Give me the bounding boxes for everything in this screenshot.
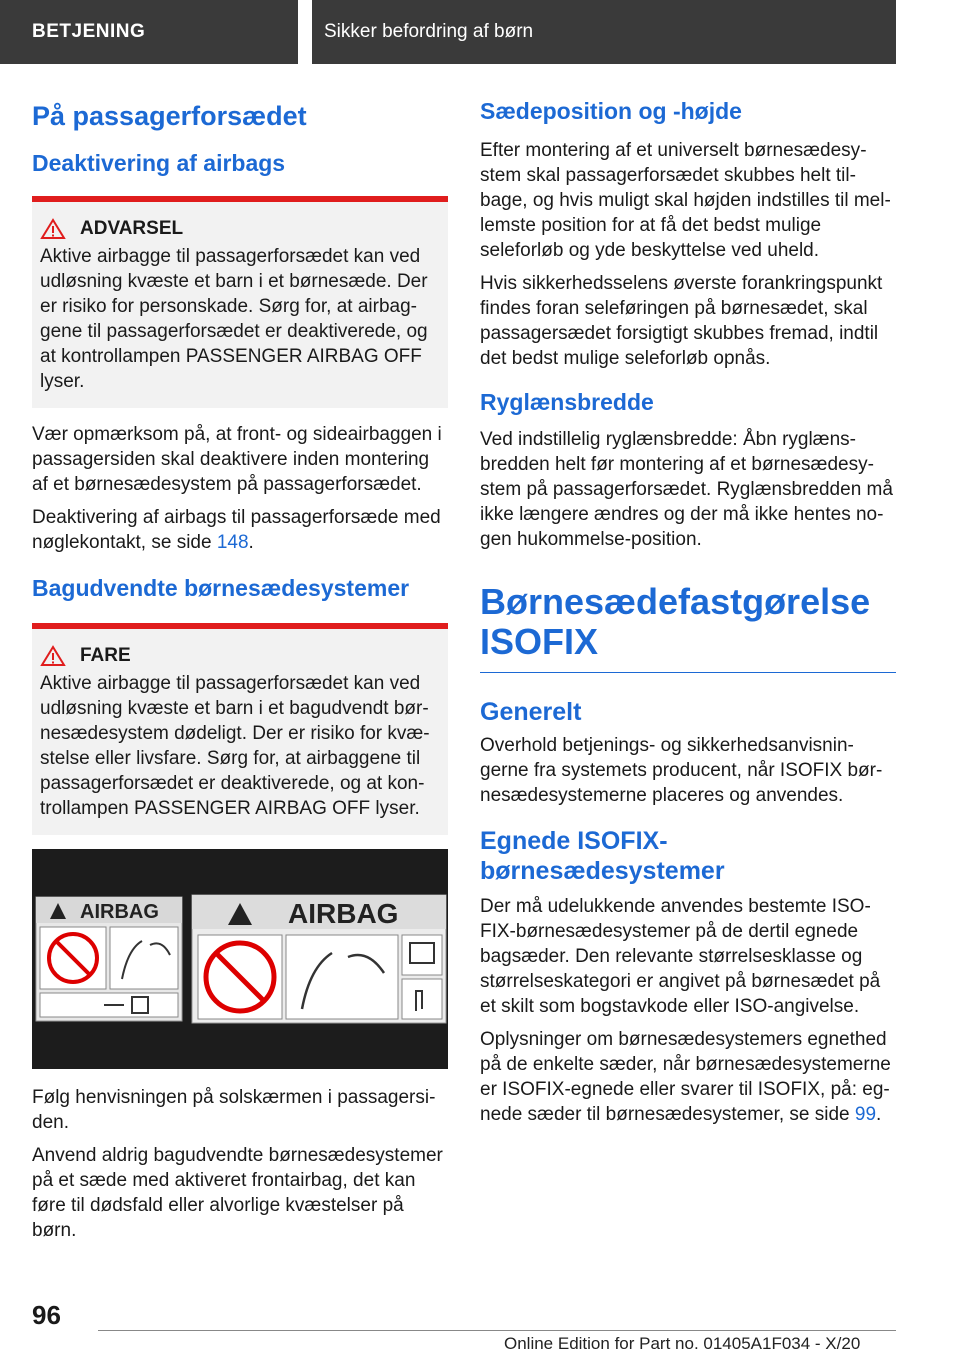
page-link-99[interactable]: 99 <box>854 1104 877 1125</box>
warning-box <box>32 196 448 408</box>
danger-title <box>40 645 440 667</box>
paragraph: Hvis sikkerhedsselens øverste forankringspunkt findes foran seleføringen på børnesædet, skal passagersædet forsigtigt skubbes fremad, indtil det bedst mulige seleforløb opnås. <box>480 273 883 369</box>
heading-seat-position: Sædeposition og -højde <box>480 98 742 124</box>
warning-text: Aktive airbagge til passagerforsædet kan ved udløsning kvæste et barn i et børnesæde. Der er risiko for personskade. Sørg for, at airbaggene til passagerforsædet er deaktiverede, og at kontrollampen PASSENGER AIRBAG OFF lyser. <box>40 246 428 392</box>
heading-general: Generelt <box>480 698 582 726</box>
warning-triangle-icon <box>40 645 66 667</box>
heading-backrest-width: Ryglænsbredde <box>480 389 654 415</box>
chapter-title: Sikker befordring af børn <box>312 0 896 64</box>
airbag-label-small-text: AIRBAG <box>80 901 159 923</box>
section-divider <box>480 672 896 673</box>
page-header <box>0 0 960 66</box>
footer-rule <box>98 1330 896 1331</box>
heading-rear-facing-seats: Bagudvendte børnesædesystemer <box>32 575 410 601</box>
heading-passenger-seat: På passagerforsædet <box>32 101 307 131</box>
page-footer <box>0 1290 960 1362</box>
page-number: 96 <box>32 1300 61 1330</box>
airbag-label-illustration <box>32 849 448 1069</box>
paragraph: Deaktivering af airbags til passagerforsæde med nøglekontakt, se side 148. <box>32 507 441 553</box>
danger-box <box>32 623 448 835</box>
heading-deactivate-airbags: Deaktivering af airbags <box>32 150 286 176</box>
edition-text: Online Edition for Part no. 01405A1F034 - X/20 <box>504 1334 861 1353</box>
paragraph: Overhold betjenings- og sikkerhedsanvisningerne fra systemets producent, når ISOFIX børnesædesystemerne placeres og anvendes. <box>480 735 883 806</box>
left-column <box>32 96 448 1251</box>
paragraph: Anvend aldrig bagudvendte børnesædesystemer på et sæde med aktiveret frontairbag, det kan føre til dødsfald eller alvorlige kvæstelser på børn. <box>32 1145 443 1241</box>
paragraph: Der må udelukkende anvendes bestemte ISOFIX-børnesædesystemer på de dertil egnede bagsæder. Den relevante størrelsesklasse og størrelseskategori er angivet på børnesædet på et skilt som bogstavkode eller ISO-angivelse. <box>480 896 881 1017</box>
paragraph: Ved indstillelig ryglænsbredde: Åbn ryglænsbredden helt før montering af et børnesædesystem på passagerforsædet. Ryglænsbredden må ikke længere ændres og der må ikke hentes nogen hukommelse-position. <box>480 429 893 550</box>
paragraph: Vær opmærksom på, at front- og sideairbaggen i passagersiden skal deaktivere inden montering af et børnesædesystem på passagerforsædet. <box>32 424 442 495</box>
warning-title <box>40 218 440 240</box>
airbag-label-photo <box>32 849 448 1069</box>
section-title: BETJENING <box>0 0 298 64</box>
airbag-label-large-text: AIRBAG <box>288 898 399 929</box>
danger-label: FARE <box>80 645 131 666</box>
danger-text: Aktive airbagge til passagerforsædet kan ved udløsning kvæste et barn i et bagudvendt børnesædesystem dødeligt. Der er risiko for kvæstelse eller livsfare. Sørg for, at airbaggene til passagerforsædet er deaktiverede, og at kontrollampen PASSENGER AIRBAG OFF lyser. <box>40 673 430 819</box>
heading-isofix: Børnesædefastgørelse ISOFIX <box>480 581 871 662</box>
paragraph: Følg henvisningen på solskærmen i passagersiden. <box>32 1087 436 1133</box>
warning-triangle-icon <box>40 218 66 240</box>
paragraph: Efter montering af et universelt børnesædesystem skal passagerforsædet skubbes helt tilbage, og hvis muligt skal højden indstilles til mellemste position for at få det bedst mulige seleforløb og yde beskyttelse ved uheld. <box>480 140 891 261</box>
page-link-148[interactable]: 148 <box>216 532 249 553</box>
heading-suitable-isofix: Egnede ISOFIX-børnesædesystemer <box>480 827 725 885</box>
warning-label: ADVARSEL <box>80 218 184 239</box>
paragraph: Oplysninger om børnesædesystemers egnethed på de enkelte sæder, når børnesædesystemerne er ISOFIX-egnede eller svarer til ISOFIX, på: egnede sæder til børnesædesystemer, se side 99. <box>480 1029 891 1125</box>
right-column <box>480 96 896 1135</box>
